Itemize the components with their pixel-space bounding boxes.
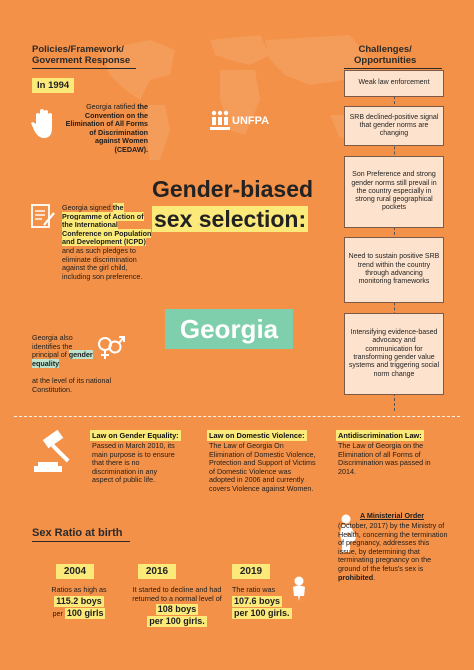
order-prohibited: prohibited [338,572,374,582]
ratio-2004-pre: Ratios as high as [51,585,107,594]
raised-hand-icon [30,106,60,140]
icpd-pre: Georgia signed [62,203,111,212]
challenges-underline [344,68,442,69]
title-line-1: Gender-biased [152,176,314,202]
challenge-card-2: SRB declined-positive signal that gender norms are changing [344,106,444,146]
gavel-icon [30,430,82,476]
ratio-2019 [232,586,294,619]
ratio-2019-pre: The ratio was [232,585,276,594]
year-1994-badge: In 1994 [32,78,74,93]
ratio-2019-value: 107.6 boys [234,595,281,606]
law-3-text: The Law of Georgia on the Elimination of all Forms of Discrimination was passed in 2014. [338,441,431,476]
icpd-post: and as such pledges to eliminate discrimination against the girl child, including son preference. [62,245,143,281]
law-1-title: Law on Gender Equality: [92,431,179,440]
ratio-2019-girls: per 100 girls. [234,607,290,618]
constitution-bold: gender equality [32,350,93,368]
ministerial-order-text [338,522,448,582]
section-divider [14,416,460,417]
ratio-2016-pre: It started to decline and had returned to a normal level of [132,585,222,603]
order-text: (October, 2017) by the Ministry of Health, concerning the termination of pregnancy, addresses this issue, by determining that terminating pregnancy on the ground of the fetus's sex is [338,521,448,573]
title-line-2: sex selection: [154,206,307,232]
sex-ratio-heading: Sex Ratio at birth [32,527,123,539]
year-2004: 2004 [56,564,94,579]
ratio-2016-value: 108 boys [157,604,197,615]
year-2016: 2016 [138,564,176,579]
cedaw-bold: the Convention on the Elimination of All Forms of Discrimination against Women (CEDAW). [65,102,148,154]
challenges-header: Challenges/ Opportunities [354,44,417,66]
ratio-2004 [36,586,122,619]
unfpa-logo [210,110,270,137]
law-1-text: Passed in March 2010, its main purpose is to ensure that there is no discrimination in any aspect of public life. [92,441,175,485]
law-2-text: The Law of Georgia On Elimination of Domestic Violence, Protection and Support of Victims of Domestic Violence was adopted in 2006 and currently covers Violence against Women. [209,441,316,493]
policies-underline [32,68,136,69]
cedaw-pre: Georgia ratified [86,102,136,111]
order-end: . [373,572,376,582]
ministerial-order-head [360,512,446,521]
cedaw-text [64,103,148,155]
challenge-card-3: Son Preference and strong gender norms still prevail in the country especially in strong rural geographical pockets [344,156,444,228]
country-title: Georgia [165,309,293,349]
unfpa-emblem-icon [210,110,230,132]
ratio-2004-girls: 100 girls [66,607,104,618]
gender-symbols-icon [96,334,126,362]
ratio-2016 [132,586,222,627]
law-3-title: Antidiscrimination Law: [338,431,422,440]
constitution-pre: Georgia also identifies the principal of [32,333,73,360]
sex-ratio-underline [32,541,130,542]
challenge-card-1: Weak law enforcement [344,70,444,97]
law-2-title: Law on Domestic Violence: [209,431,305,440]
constitution-text [32,334,96,368]
challenge-card-5: Intensifying evidence-based advocacy and communication for transforming gender value systems and triggering social norm change [344,313,444,395]
challenge-card-4: Need to sustain positive SRB trend within the country through advancing monitoring frameworks [344,237,444,303]
icpd-bold: the Programme of Action of the International Conference on Population and Development (ICPD) [62,203,152,247]
ratio-2004-per: per [52,608,63,618]
signed-document-icon [30,203,56,231]
ratio-2004-value: 115.2 boys [56,595,102,606]
unfpa-text: UNFPA [232,115,270,127]
constitution-post: at the level of its national Constitution. [32,376,112,394]
icpd-text [62,204,152,281]
ratio-2016-girls: per 100 girls. [149,616,205,627]
policies-header: Policies/Framework/ Goverment Response [32,44,131,66]
order-bold: A Ministerial Order [360,511,425,520]
year-2019: 2019 [232,564,270,579]
